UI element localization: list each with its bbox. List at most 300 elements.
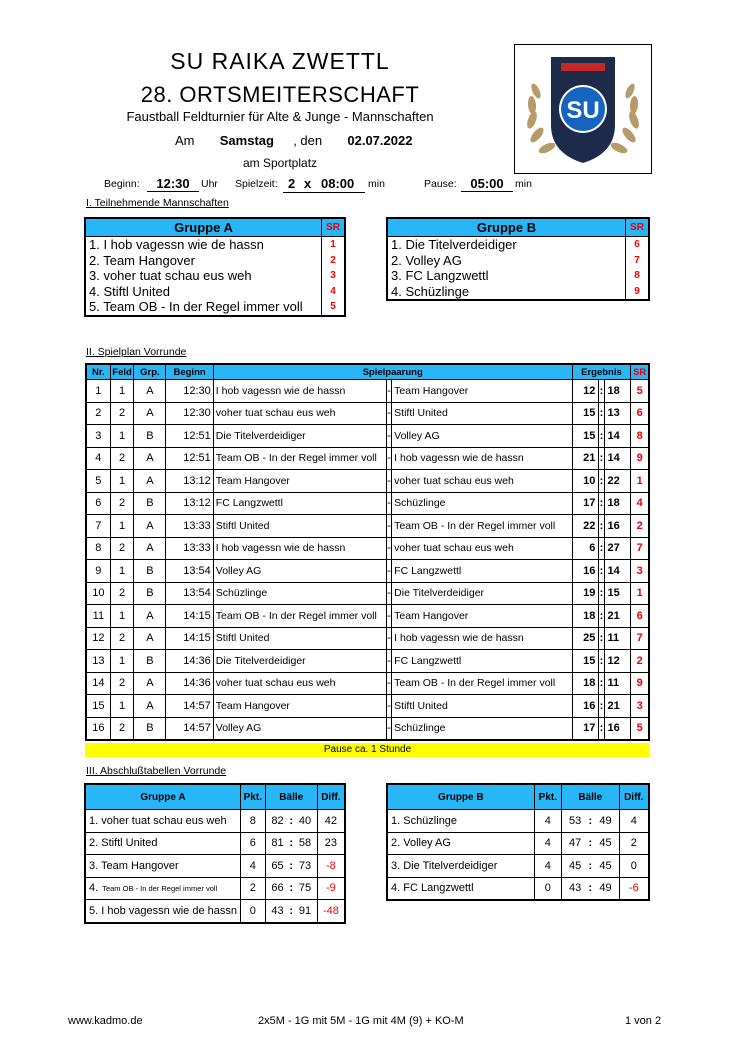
match-sr: 1 <box>631 470 649 493</box>
home-team: Stiftl United <box>213 515 386 538</box>
match-field: 1 <box>110 470 134 493</box>
match-time: 12:51 <box>166 447 213 470</box>
match-time: 14:57 <box>166 717 213 740</box>
team-row <box>387 284 649 301</box>
standing-diff: 4 <box>619 810 649 833</box>
team-sr: 1 <box>322 237 346 253</box>
spielzeit-value <box>283 176 365 193</box>
schedule-row <box>86 537 649 560</box>
match-sr: 5 <box>631 717 649 740</box>
balls-for: 43 <box>265 900 289 923</box>
standing-diff: -48 <box>317 900 345 923</box>
standings-row <box>387 855 649 878</box>
balls-against: 75 <box>293 877 317 900</box>
home-team: Schüzlinge <box>213 582 386 605</box>
match-field: 2 <box>110 402 134 425</box>
standings-group-b <box>386 783 650 901</box>
team-row <box>387 253 649 269</box>
group-b-header: Gruppe B <box>387 218 626 237</box>
standings-row <box>85 900 345 923</box>
begin-value: 12:30 <box>147 176 199 192</box>
team-row <box>387 237 649 253</box>
match-group: B <box>134 560 166 583</box>
score-home: 16 <box>572 695 599 718</box>
standing-points: 0 <box>240 900 265 923</box>
footer-site[interactable]: www.kadmo.de <box>68 1015 143 1027</box>
standing-team: 2. Volley AG <box>387 832 534 855</box>
vs-dash: - <box>387 402 392 425</box>
balls-for: 81 <box>265 832 289 855</box>
score-away: 18 <box>604 492 631 515</box>
schedule-row <box>86 492 649 515</box>
score-colon: : <box>599 605 604 628</box>
match-nr: 16 <box>86 717 110 740</box>
day-value: Samstag <box>219 133 274 148</box>
standing-diff: -9 <box>317 877 345 900</box>
standing-team: 5. I hob vagessn wie de hassn <box>85 900 240 923</box>
match-sr: 2 <box>631 650 649 673</box>
match-nr: 13 <box>86 650 110 673</box>
col-diff: Diff. <box>317 784 345 810</box>
match-nr: 9 <box>86 560 110 583</box>
team-name: 3. FC Langzwettl <box>391 268 489 284</box>
match-time: 12:30 <box>166 380 213 403</box>
score-home: 18 <box>572 672 599 695</box>
match-group: B <box>134 717 166 740</box>
home-team: Team OB - In der Regel immer voll <box>213 447 386 470</box>
standings-row <box>387 832 649 855</box>
match-sr: 3 <box>631 695 649 718</box>
home-team: Die Titelverdeidiger <box>213 650 386 673</box>
score-colon: : <box>599 717 604 740</box>
match-field: 2 <box>110 672 134 695</box>
away-team: I hob vagessn wie de hassn <box>392 447 572 470</box>
home-team: voher tuat schau eus weh <box>213 402 386 425</box>
section-standings: III. Abschlußtabellen Vorrunde <box>86 765 227 777</box>
match-sr: 6 <box>631 402 649 425</box>
schedule-row <box>86 515 649 538</box>
away-team: voher tuat schau eus weh <box>392 470 572 493</box>
score-away: 11 <box>604 672 631 695</box>
match-time: 14:36 <box>166 650 213 673</box>
score-away: 14 <box>604 560 631 583</box>
vs-dash: - <box>387 515 392 538</box>
standing-team: 1. voher tuat schau eus weh <box>85 810 240 833</box>
standings-row <box>85 855 345 878</box>
col-beginn: Beginn <box>166 364 213 380</box>
team-sr: 4 <box>322 284 346 300</box>
match-group: A <box>134 380 166 403</box>
standings-row <box>85 810 345 833</box>
balls-colon: : <box>289 900 293 923</box>
team-row <box>85 253 345 269</box>
match-sr: 5 <box>631 380 649 403</box>
match-time: 12:51 <box>166 425 213 448</box>
standing-diff: 42 <box>317 810 345 833</box>
standing-diff: -6 <box>619 877 649 900</box>
standings-row <box>85 832 345 855</box>
match-group: A <box>134 627 166 650</box>
match-group: A <box>134 447 166 470</box>
match-time: 14:57 <box>166 695 213 718</box>
match-time: 13:54 <box>166 582 213 605</box>
score-colon: : <box>599 470 604 493</box>
standing-diff: 2 <box>619 832 649 855</box>
vs-dash: - <box>387 650 392 673</box>
vs-dash: - <box>387 560 392 583</box>
club-logo <box>514 44 652 174</box>
match-field: 2 <box>110 582 134 605</box>
home-team: Stiftl United <box>213 627 386 650</box>
sets-value: 2 <box>288 176 296 191</box>
match-field: 1 <box>110 380 134 403</box>
match-group: B <box>134 582 166 605</box>
score-colon: : <box>599 425 604 448</box>
group-a-header: Gruppe A <box>85 218 322 237</box>
away-team: I hob vagessn wie de hassn <box>392 627 572 650</box>
schedule-row <box>86 605 649 628</box>
col-diff: Diff. <box>619 784 649 810</box>
min-label-2: min <box>515 178 532 190</box>
balls-colon: : <box>289 832 293 855</box>
score-home: 17 <box>572 717 599 740</box>
balls-for: 65 <box>265 855 289 878</box>
standing-team: 3. Team Hangover <box>85 855 240 878</box>
standing-points: 2 <box>240 877 265 900</box>
balls-against: 73 <box>293 855 317 878</box>
match-time: 13:33 <box>166 515 213 538</box>
match-group: A <box>134 537 166 560</box>
team-sr: 2 <box>322 253 346 269</box>
date-value: 02.07.2022 <box>347 133 413 148</box>
match-field: 2 <box>110 537 134 560</box>
schedule-row <box>86 582 649 605</box>
match-nr: 11 <box>86 605 110 628</box>
uhr-label: Uhr <box>201 178 218 190</box>
standing-diff: 23 <box>317 832 345 855</box>
standing-team: 2. Stiftl United <box>85 832 240 855</box>
match-nr: 8 <box>86 537 110 560</box>
standing-team: 1. Schüzlinge <box>387 810 534 833</box>
standing-rank: 4. <box>89 882 99 895</box>
match-time: 14:15 <box>166 627 213 650</box>
balls-against: 45 <box>592 832 619 855</box>
score-away: 12 <box>604 650 631 673</box>
away-team: Stiftl United <box>392 402 572 425</box>
match-nr: 10 <box>86 582 110 605</box>
away-team: Team Hangover <box>392 605 572 628</box>
col-baelle: Bälle <box>265 784 317 810</box>
standings-a-header: Gruppe A <box>85 784 240 810</box>
score-home: 22 <box>572 515 599 538</box>
away-team: Team OB - In der Regel immer voll <box>392 515 572 538</box>
home-team: FC Langzwettl <box>213 492 386 515</box>
logo-letters: SU <box>566 97 600 124</box>
balls-colon: : <box>588 855 592 878</box>
match-field: 1 <box>110 425 134 448</box>
match-sr: 3 <box>631 560 649 583</box>
vs-dash: - <box>387 695 392 718</box>
team-sr: 9 <box>626 284 650 301</box>
schedule-row <box>86 627 649 650</box>
vs-dash: - <box>387 717 392 740</box>
col-ergebnis: Ergebnis <box>572 364 631 380</box>
vs-dash: - <box>387 380 392 403</box>
away-team: Team Hangover <box>392 380 572 403</box>
score-away: 13 <box>604 402 631 425</box>
match-nr: 4 <box>86 447 110 470</box>
date-line <box>175 133 412 148</box>
standing-team-small: Team OB - In der Regel immer voll <box>102 884 218 894</box>
away-team: Die Titelverdeidiger <box>392 582 572 605</box>
match-sr: 9 <box>631 672 649 695</box>
match-time: 13:12 <box>166 470 213 493</box>
match-nr: 1 <box>86 380 110 403</box>
section-schedule: II. Spielplan Vorrunde <box>86 346 187 358</box>
match-time: 12:30 <box>166 402 213 425</box>
away-team: Team OB - In der Regel immer voll <box>392 672 572 695</box>
home-team: I hob vagessn wie de hassn <box>213 537 386 560</box>
home-team: Volley AG <box>213 717 386 740</box>
score-home: 16 <box>572 560 599 583</box>
match-field: 1 <box>110 605 134 628</box>
event-subtitle: Faustball Feldturnier für Alte & Junge - Mannschaften <box>126 109 434 124</box>
spielzeit-time: 08:00 <box>321 176 355 191</box>
col-grp: Grp. <box>134 364 166 380</box>
schedule-row <box>86 447 649 470</box>
schedule-row <box>86 695 649 718</box>
match-sr: 6 <box>631 605 649 628</box>
balls-against: 40 <box>293 810 317 833</box>
match-time: 13:12 <box>166 492 213 515</box>
balls-for: 53 <box>561 810 588 833</box>
am-label: Am <box>175 133 195 148</box>
balls-for: 43 <box>561 877 588 900</box>
match-nr: 2 <box>86 402 110 425</box>
balls-for: 66 <box>265 877 289 900</box>
score-colon: : <box>599 582 604 605</box>
match-nr: 7 <box>86 515 110 538</box>
schedule-row <box>86 717 649 740</box>
score-away: 21 <box>604 695 631 718</box>
balls-colon: : <box>588 877 592 900</box>
team-sr: 7 <box>626 253 650 269</box>
schedule-row <box>86 402 649 425</box>
col-pkt: Pkt. <box>534 784 561 810</box>
group-b-teams <box>386 217 650 301</box>
score-colon: : <box>599 650 604 673</box>
vs-dash: - <box>387 627 392 650</box>
standing-diff: 0 <box>619 855 649 878</box>
standing-team: 3. Die Titelverdeidiger <box>387 855 534 878</box>
match-sr: 2 <box>631 515 649 538</box>
score-away: 14 <box>604 425 631 448</box>
club-title: SU RAIKA ZWETTL <box>170 48 390 74</box>
section-teams: I. Teilnehmende Mannschaften <box>86 197 229 209</box>
score-home: 19 <box>572 582 599 605</box>
home-team: I hob vagessn wie de hassn <box>213 380 386 403</box>
match-sr: 7 <box>631 627 649 650</box>
team-sr: 8 <box>626 268 650 284</box>
team-sr: 6 <box>626 237 650 253</box>
match-sr: 7 <box>631 537 649 560</box>
match-group: A <box>134 402 166 425</box>
standings-row <box>85 877 345 900</box>
balls-against: 91 <box>293 900 317 923</box>
team-row <box>85 268 345 284</box>
match-nr: 3 <box>86 425 110 448</box>
away-team: FC Langzwettl <box>392 560 572 583</box>
home-team: Team OB - In der Regel immer voll <box>213 605 386 628</box>
team-name: 4. Schüzlinge <box>391 283 470 299</box>
score-home: 21 <box>572 447 599 470</box>
event-title: 28. ORTSMEITERSCHAFT <box>140 82 420 107</box>
standings-row <box>387 877 649 900</box>
vs-dash: - <box>387 672 392 695</box>
pause-banner: Pause ca. 1 Stunde <box>85 743 650 757</box>
match-time: 13:54 <box>166 560 213 583</box>
team-row <box>387 268 649 284</box>
match-field: 1 <box>110 695 134 718</box>
match-sr: 4 <box>631 492 649 515</box>
match-nr: 15 <box>86 695 110 718</box>
score-colon: : <box>599 380 604 403</box>
match-sr: 9 <box>631 447 649 470</box>
team-row <box>85 284 345 300</box>
col-feld: Feld <box>110 364 134 380</box>
away-team: voher tuat schau eus weh <box>392 537 572 560</box>
score-away: 11 <box>604 627 631 650</box>
standings-row <box>387 810 649 833</box>
match-group: B <box>134 492 166 515</box>
balls-colon: : <box>588 832 592 855</box>
schedule-row <box>86 425 649 448</box>
home-team: Team Hangover <box>213 695 386 718</box>
schedule-row <box>86 650 649 673</box>
match-group: A <box>134 470 166 493</box>
match-group: B <box>134 425 166 448</box>
score-colon: : <box>599 627 604 650</box>
team-name: 5. Team OB - In der Regel immer voll <box>89 299 303 315</box>
match-group: A <box>134 695 166 718</box>
away-team: FC Langzwettl <box>392 650 572 673</box>
match-field: 1 <box>110 515 134 538</box>
score-home: 15 <box>572 402 599 425</box>
match-nr: 14 <box>86 672 110 695</box>
standings-b-header: Gruppe B <box>387 784 534 810</box>
home-team: Volley AG <box>213 560 386 583</box>
col-sr: SR <box>631 364 649 380</box>
standing-diff: -8 <box>317 855 345 878</box>
score-home: 10 <box>572 470 599 493</box>
home-team: Team Hangover <box>213 470 386 493</box>
vs-dash: - <box>387 447 392 470</box>
standing-points: 4 <box>534 832 561 855</box>
team-name: 2. Team Hangover <box>89 252 195 268</box>
score-home: 15 <box>572 425 599 448</box>
match-nr: 6 <box>86 492 110 515</box>
home-team: Die Titelverdeidiger <box>213 425 386 448</box>
score-colon: : <box>599 492 604 515</box>
balls-against: 45 <box>592 855 619 878</box>
team-name: 1. Die Titelverdeidiger <box>391 237 517 253</box>
score-home: 18 <box>572 605 599 628</box>
score-away: 21 <box>604 605 631 628</box>
team-name: 2. Volley AG <box>391 252 462 268</box>
sr-header: SR <box>322 218 346 237</box>
match-nr: 12 <box>86 627 110 650</box>
col-spielpaarung: Spielpaarung <box>213 364 572 380</box>
match-group: A <box>134 515 166 538</box>
score-home: 15 <box>572 650 599 673</box>
standing-points: 6 <box>240 832 265 855</box>
score-away: 16 <box>604 717 631 740</box>
match-field: 1 <box>110 560 134 583</box>
standing-points: 4 <box>240 855 265 878</box>
match-field: 1 <box>110 650 134 673</box>
score-colon: : <box>599 695 604 718</box>
schedule-row <box>86 672 649 695</box>
score-colon: : <box>599 515 604 538</box>
away-team: Volley AG <box>392 425 572 448</box>
balls-against: 58 <box>293 832 317 855</box>
score-colon: : <box>599 402 604 425</box>
match-time: 13:33 <box>166 537 213 560</box>
score-colon: : <box>599 537 604 560</box>
balls-colon: : <box>289 855 293 878</box>
score-away: 15 <box>604 582 631 605</box>
balls-for: 82 <box>265 810 289 833</box>
score-colon: : <box>599 447 604 470</box>
schedule-row <box>86 470 649 493</box>
away-team: Stiftl United <box>392 695 572 718</box>
match-field: 2 <box>110 492 134 515</box>
score-colon: : <box>599 672 604 695</box>
match-field: 2 <box>110 627 134 650</box>
score-away: 18 <box>604 380 631 403</box>
score-home: 12 <box>572 380 599 403</box>
team-sr: 3 <box>322 268 346 284</box>
score-away: 14 <box>604 447 631 470</box>
balls-colon: : <box>289 877 293 900</box>
begin-label: Beginn: <box>104 178 140 190</box>
match-sr: 8 <box>631 425 649 448</box>
team-name: 1. I hob vagessn wie de hassn <box>89 237 264 253</box>
standing-team: 4. FC Langzwettl <box>387 877 534 900</box>
match-field: 2 <box>110 447 134 470</box>
standing-points: 0 <box>534 877 561 900</box>
match-nr: 5 <box>86 470 110 493</box>
match-group: A <box>134 605 166 628</box>
standings-group-a <box>84 783 346 924</box>
pause-value: 05:00 <box>461 176 513 192</box>
spielzeit-label: Spielzeit: <box>235 178 278 190</box>
score-away: 22 <box>604 470 631 493</box>
team-row <box>85 299 345 316</box>
schedule-table <box>85 363 650 741</box>
vs-dash: - <box>387 492 392 515</box>
col-baelle: Bälle <box>561 784 619 810</box>
balls-against: 49 <box>592 810 619 833</box>
score-away: 16 <box>604 515 631 538</box>
match-group: A <box>134 672 166 695</box>
score-colon: : <box>599 560 604 583</box>
sportunion-logo-icon <box>515 45 651 173</box>
match-sr: 1 <box>631 582 649 605</box>
pause-label: Pause: <box>424 178 457 190</box>
team-name: 3. voher tuat schau eus weh <box>89 268 252 284</box>
vs-dash: - <box>387 605 392 628</box>
